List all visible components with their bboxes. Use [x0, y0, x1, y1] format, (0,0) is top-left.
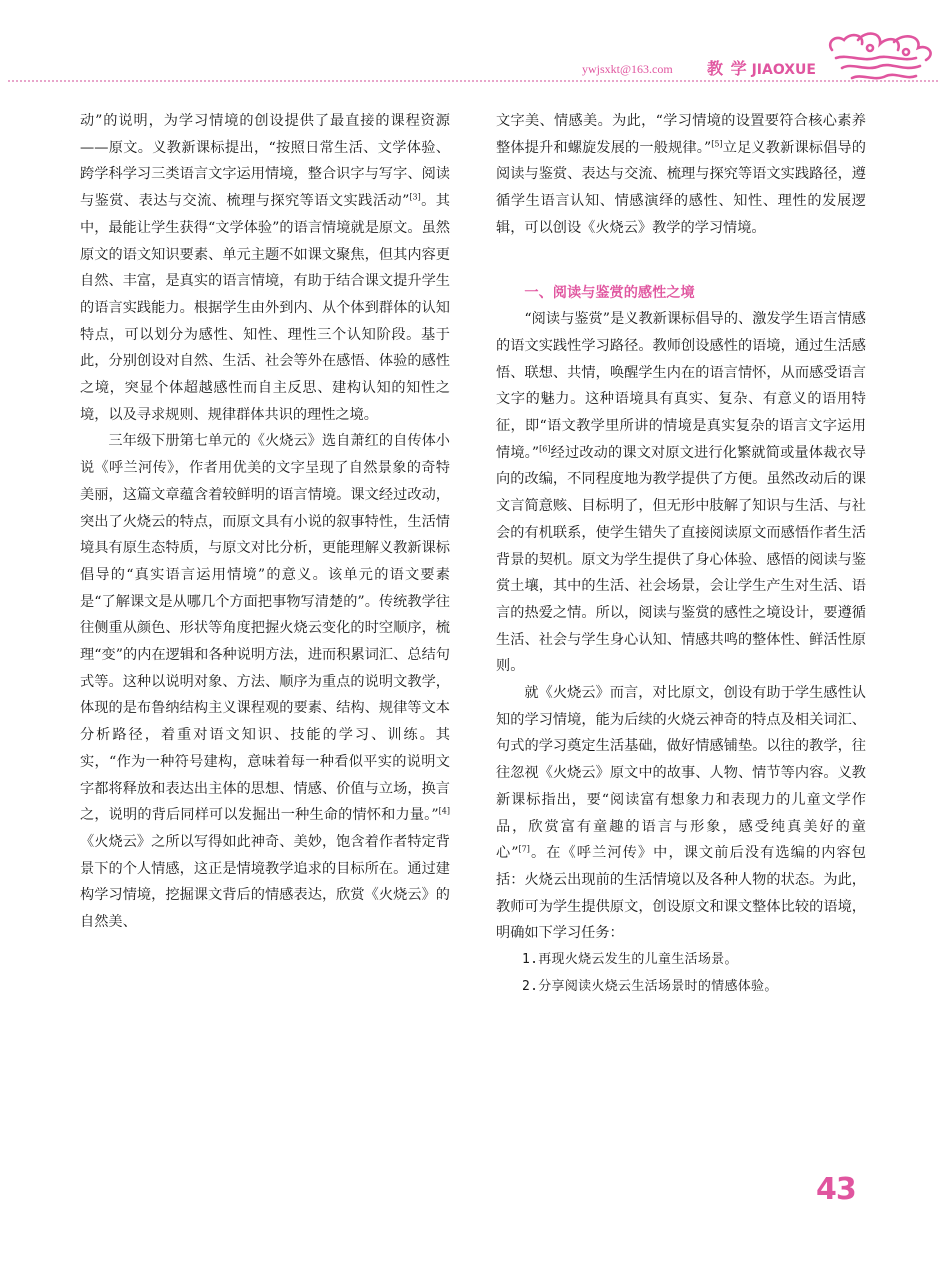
- citation-ref: [4]: [438, 806, 450, 816]
- right-paragraph-1: 文字美、情感美。为此，“学习情境的设置要符合核心素养整体提升和螺旋发展的一般规律。”[5]立足义教新课标倡导的阅读与鉴赏、表达与交流、梳理与探究等语文实践路径，遵循学生语言认知、情感演绎的感性、知性、理性的发展逻辑，可以创设《火烧云》教学的学习情境。: [496, 113, 866, 236]
- right-paragraph-3: 就《火烧云》而言，对比原文，创设有助于学生感性认知的学习情境，能为后续的火烧云神奇的特点及相关词汇、句式的学习奠定生活基础，做好情感铺垫。以往的教学，往往忽视《火烧云》原文中的故事、人物、情节等内容。义教新课标指出，要“阅读富有想象力和表现力的儿童文学作品，欣赏富有童趣的语言与形象，感受纯真美好的童心”[7]。在《呼兰河传》中，课文前后没有选编的内容包括：火烧云出现前的生活情境以及各种人物的状态。为此，教师可为学生提供原文，创设原文和课文整体比较的语境，明确如下学习任务：: [496, 685, 866, 942]
- right-column: [496, 108, 866, 1001]
- left-paragraph-2: 三年级下册第七单元的《火烧云》选自萧红的自传体小说《呼兰河传》，作者用优美的文字呈现了自然景象的奇特美丽，这篇文章蕴含着较鲜明的语言情境。课文经过改动，突出了火烧云的特点，而原文具有小说的叙事特性，生活情境具有原生态特质，与原文对比分析，更能理解义教新课标倡导的“真实语言运用情境”的意义。该单元的语文要素是“了解课文是从哪几个方面把事物写清楚的”。传统教学往往侧重从颜色、形状等角度把握火烧云变化的时空顺序，梳理“变”的内在逻辑和各种说明方法，进而积累词汇、总结句式等。这种以说明对象、方法、顺序为重点的说明文教学，体现的是布鲁纳结构主义课程观的要素、结构、规律等文本分析路径，着重对语文知识、技能的学习、训练。其实，“作为一种符号建构，意味着每一种看似平实的说明文字都将释放和表达出主体的思想、情感、价值与立场，换言之，说明的背后同样可以发掘出一种生命的情怀和力量。”[4]《火烧云》之所以写得如此神奇、美妙，饱含着作者特定背景下的个人情感，这正是情境教学追求的目标所在。通过建构学习情境，挖掘课文背后的情感表达，欣赏《火烧云》的自然美、: [80, 433, 450, 931]
- citation-ref: [6]: [539, 444, 551, 453]
- task-item-1: 1.再现火烧云发生的儿童生活场景。: [522, 952, 738, 968]
- right-paragraph-2: “阅读与鉴赏”是义教新课标倡导的、激发学生语言情感的语文实践性学习路径。教师创设感性的语境，通过生活感悟、联想、共情，唤醒学生内在的语言情怀，从而感受语言文字的魅力。这种语境具有真实、复杂、有意义的语用特征，即“语文教学里所讲的情境是真实复杂的语言文字运用情境。”[6]经过改动的课文对原文进行化繁就简或量体裁衣导向的改编，不同程度地为教学提供了方便。虽然改动后的课文言简意赅、目标明了，但无形中肢解了知识与生活、与社会的有机联系，使学生错失了直接阅读原文而感悟作者生活背景的契机。原文为学生提供了身心体验、感悟的阅读与鉴赏土壤，其中的生活、社会场景，会让学生产生对生活、语言的热爱之情。所以，阅读与鉴赏的感性之境设计，要遵循生活、社会与学生身心认知、情感共鸣的整体性、鲜活性原则。: [496, 311, 866, 675]
- page-number: 43: [816, 1172, 856, 1207]
- header-section-cn: 教 学: [707, 59, 748, 78]
- citation-ref: [5]: [711, 138, 723, 148]
- header-dotted-rule: [8, 80, 938, 82]
- header-section-en: JIAOXUE: [751, 62, 816, 78]
- swirl-cloud-icon: [822, 28, 940, 88]
- section-heading: 一、阅读与鉴赏的感性之境: [524, 284, 695, 301]
- header-email[interactable]: ywjsxkt@163.com: [582, 62, 673, 76]
- citation-ref: [7]: [518, 844, 530, 854]
- header-section-title: [707, 56, 816, 79]
- left-paragraph-1: 动”的说明，为学习情境的创设提供了最直接的课程资源——原文。义教新课标提出，“按照日常生活、文学体验、跨学科学习三类语言文字运用情境，整合识字与写字、阅读与鉴赏、表达与交流、梳理与探究等语文实践活动”[3]。其中，最能让学生获得“文学体验”的语言情境就是原文。虽然原文的语文知识要素、单元主题不如课文聚焦，但其内容更自然、丰富，是真实的语言情境，有助于结合课文提升学生的语言实践能力。根据学生由外到内、从个体到群体的认知特点，可以划分为感性、知性、理性三个认知阶段。基于此，分别创设对自然、生活、社会等外在感悟、体验的感性之境，突显个体超越感性而自主反思、建构认知的知性之境，以及寻求规则、规律群体共识的理性之境。: [80, 113, 450, 423]
- left-column: [80, 108, 450, 936]
- citation-ref: [3]: [409, 192, 421, 202]
- task-item-2: 2.分享阅读火烧云生活场景时的情感体验。: [522, 978, 778, 994]
